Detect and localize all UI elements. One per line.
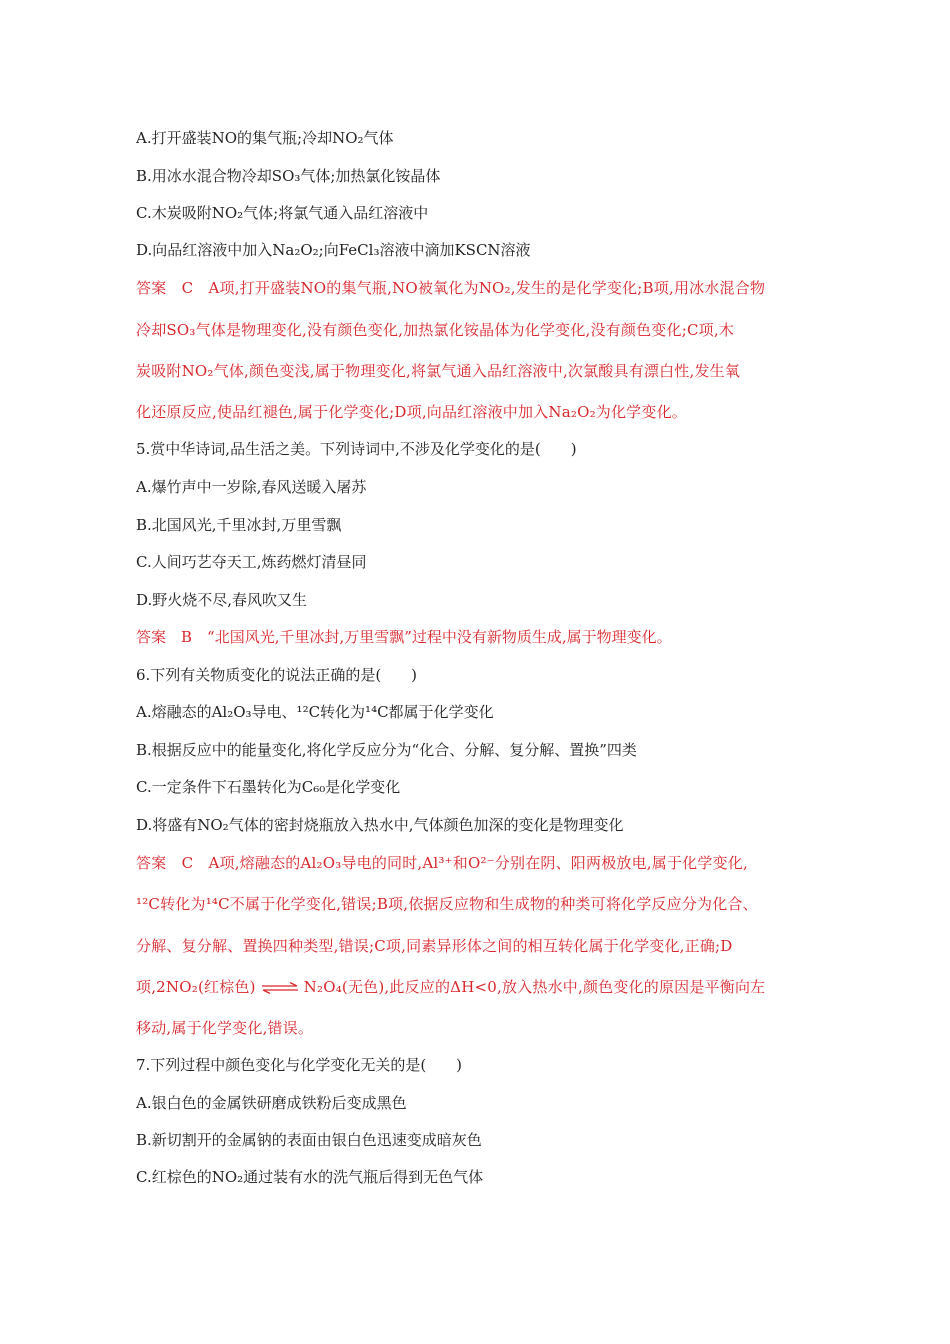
q5-option-b: B.北国风光,千里冰封,万里雪飘	[136, 516, 342, 534]
q5-answer: 答案 B “北国风光,千里冰封,万里雪飘”过程中没有新物质生成,属于物理变化。	[136, 628, 672, 646]
q6-stem: 6.下列有关物质变化的说法正确的是( )	[136, 666, 418, 684]
q6-option-c: C.一定条件下石墨转化为C₆₀是化学变化	[136, 778, 401, 796]
q4-answer-line-1: 答案 C A项,打开盛装NO的集气瓶,NO被氧化为NO₂,发生的是化学变化;B项,用冰水混合物	[136, 279, 766, 297]
q6-answer-line-4-part-1: 项,2NO₂(红棕色)	[136, 978, 256, 996]
q4-option-d: D.向品红溶液中加入Na₂O₂;向FeCl₃溶液中滴加KSCN溶液	[136, 241, 531, 259]
q6-answer-line-1: 答案 C A项,熔融态的Al₂O₃导电的同时,Al³⁺和O²⁻分别在阴、阳两极放电,属于化学变化,	[136, 854, 748, 872]
q4-option-c: C.木炭吸附NO₂气体;将氯气通入品红溶液中	[136, 204, 429, 222]
q6-option-a: A.熔融态的Al₂O₃导电、¹²C转化为¹⁴C都属于化学变化	[136, 703, 494, 721]
q6-option-b: B.根据反应中的能量变化,将化学反应分为“化合、分解、复分解、置换”四类	[136, 741, 637, 759]
q7-option-b: B.新切割开的金属钠的表面由银白色迅速变成暗灰色	[136, 1131, 482, 1149]
q7-option-a: A.银白色的金属铁研磨成铁粉后变成黑色	[136, 1094, 407, 1112]
q4-option-b: B.用冰水混合物冷却SO₃气体;加热氯化铵晶体	[136, 167, 441, 185]
q4-option-a: A.打开盛装NO的集气瓶;冷却NO₂气体	[136, 129, 394, 147]
equilibrium-arrow-icon	[260, 982, 300, 994]
q7-stem: 7.下列过程中颜色变化与化学变化无关的是( )	[136, 1056, 463, 1074]
q4-answer-line-3: 炭吸附NO₂气体,颜色变浅,属于物理变化,将氯气通入品红溶液中,次氯酸具有漂白性,发生氧	[136, 362, 741, 380]
q5-stem: 5.赏中华诗词,品生活之美。下列诗词中,不涉及化学变化的是( )	[136, 440, 577, 458]
q6-answer-line-4	[136, 977, 765, 997]
q5-option-a: A.爆竹声中一岁除,春风送暖入屠苏	[136, 478, 367, 496]
q7-option-c: C.红棕色的NO₂通过装有水的洗气瓶后得到无色气体	[136, 1168, 484, 1186]
q6-answer-line-5: 移动,属于化学变化,错误。	[136, 1019, 314, 1037]
q6-option-d: D.将盛有NO₂气体的密封烧瓶放入热水中,气体颜色加深的变化是物理变化	[136, 816, 624, 834]
q5-option-d: D.野火烧不尽,春风吹又生	[136, 591, 308, 609]
q4-answer-line-2: 冷却SO₃气体是物理变化,没有颜色变化,加热氯化铵晶体为化学变化,没有颜色变化;C项,木	[136, 321, 734, 339]
q6-answer-line-2: ¹²C转化为¹⁴C不属于化学变化,错误;B项,依据反应物和生成物的种类可将化学反应分为化合、	[136, 895, 758, 913]
q6-answer-line-4-part-2: N₂O₄(无色),此反应的ΔH<0,放入热水中,颜色变化的原因是平衡向左	[303, 978, 766, 996]
q4-answer-line-4: 化还原反应,使品红褪色,属于化学变化;D项,向品红溶液中加入Na₂O₂为化学变化。	[136, 403, 687, 421]
q5-option-c: C.人间巧艺夺天工,炼药燃灯清昼同	[136, 553, 367, 571]
q6-answer-line-3: 分解、复分解、置换四种类型,错误;C项,同素异形体之间的相互转化属于化学变化,正确;D	[136, 937, 733, 955]
